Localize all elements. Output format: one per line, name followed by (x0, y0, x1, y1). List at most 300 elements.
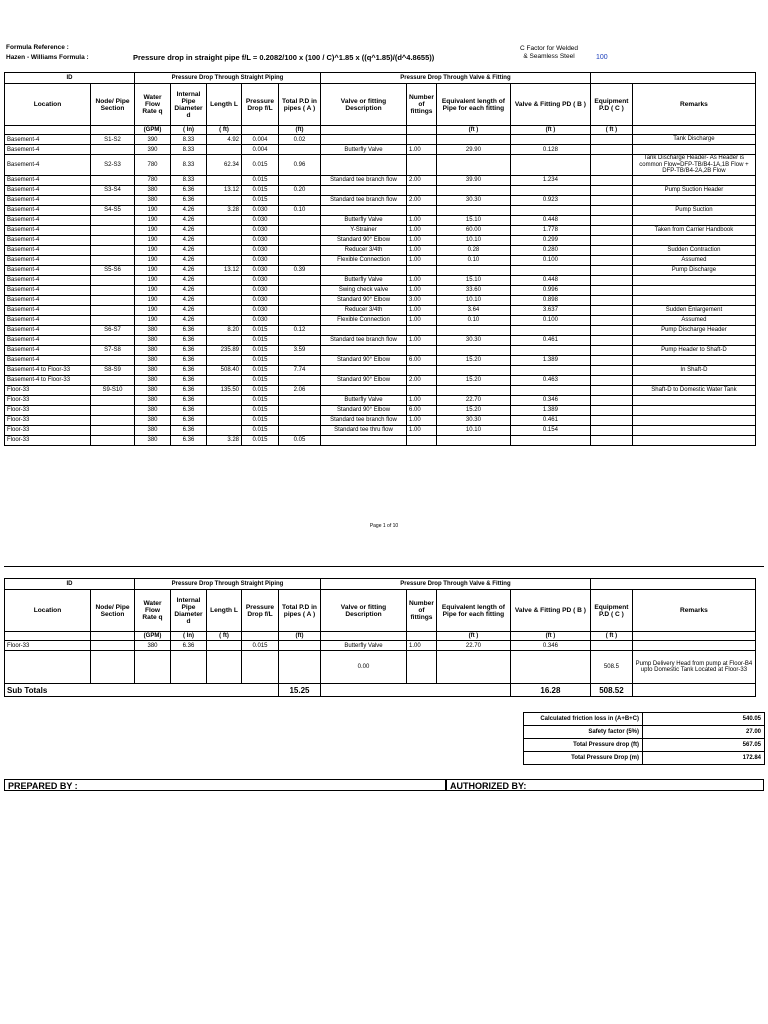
table-cell (279, 225, 321, 235)
table-cell (590, 375, 632, 385)
table-cell: Basement-4 (5, 305, 91, 315)
table-cell: Basement-4 (5, 195, 91, 205)
table-cell: 190 (135, 255, 171, 265)
unit-cell: ( ft) (207, 126, 242, 135)
table-cell: Pump Delivery Head from pump at Floor-B4 upto Domestic Tank Located at Floor-33 (632, 651, 755, 684)
table-cell: Floor-33 (5, 415, 91, 425)
table-cell: Basement-4 to Floor-33 (5, 365, 91, 375)
table-cell (207, 405, 242, 415)
table-cell: 1.00 (407, 315, 437, 325)
table-cell: 8.33 (171, 135, 207, 145)
table-cell (590, 135, 632, 145)
unit-cell: (GPM) (135, 632, 171, 641)
table-cell (510, 651, 590, 684)
table-cell: 6.36 (171, 355, 207, 365)
table-cell (632, 145, 755, 155)
table-cell: 0.12 (279, 325, 321, 335)
group-header-row (5, 73, 756, 84)
table-cell: 0.030 (242, 225, 279, 235)
table-cell (436, 435, 510, 445)
table-cell (279, 215, 321, 225)
unit-cell (407, 632, 437, 641)
table-row (5, 265, 756, 275)
table-cell: 0.030 (242, 285, 279, 295)
table-cell: 6.36 (171, 365, 207, 375)
remarks-header: Remarks (632, 590, 755, 632)
table-cell: 3.28 (207, 435, 242, 445)
table-cell: 1.00 (407, 415, 437, 425)
table-cell: 380 (135, 375, 171, 385)
table-cell: 0.346 (510, 395, 590, 405)
table-cell (590, 145, 632, 155)
table-cell: Pump Discharge Header (632, 325, 755, 335)
table-cell (590, 325, 632, 335)
table-cell (279, 415, 321, 425)
table-cell: Assumed (632, 315, 755, 325)
table-cell (590, 295, 632, 305)
table-cell: 1.00 (407, 285, 437, 295)
table-row (5, 385, 756, 395)
table-cell: 0.154 (510, 425, 590, 435)
table-cell: 6.36 (171, 405, 207, 415)
table-cell: 1.00 (407, 305, 437, 315)
table-cell: 135.50 (207, 385, 242, 395)
sub-total-c: 508.52 (590, 684, 632, 697)
table-cell: 1.00 (407, 225, 437, 235)
table-cell: 1.389 (510, 355, 590, 365)
table-cell: Basement-4 (5, 255, 91, 265)
calc-value: 540.05 (643, 713, 765, 726)
table-row (5, 641, 756, 651)
table-cell (279, 425, 321, 435)
table-row (5, 435, 756, 445)
c-factor-line-2: & Seamless Steel (523, 53, 575, 60)
table-cell: 15.20 (436, 405, 510, 415)
table-cell: S9-S10 (91, 385, 135, 395)
table-cell: Pump Suction (632, 205, 755, 215)
table-cell: 190 (135, 205, 171, 215)
table-cell (171, 651, 207, 684)
table-cell: 1.00 (407, 395, 437, 405)
node-header: Node/ Pipe Section (91, 590, 135, 632)
hazen-williams-label: Hazen - Williams Formula : (6, 54, 89, 61)
table-cell: 6.36 (171, 435, 207, 445)
table-cell: Basement-4 (5, 315, 91, 325)
table-cell (207, 145, 242, 155)
table-cell (436, 205, 510, 215)
table-cell (510, 155, 590, 176)
table-cell (91, 195, 135, 205)
table-cell (91, 435, 135, 445)
table-cell (207, 395, 242, 405)
table-cell: 1.00 (407, 275, 437, 285)
table-row (5, 425, 756, 435)
table-cell (91, 245, 135, 255)
table-cell (510, 345, 590, 355)
valve-pd-header: Valve & Fitting PD ( B ) (510, 84, 590, 126)
table-cell: 8.33 (171, 175, 207, 185)
table-cell (207, 245, 242, 255)
table-row (5, 185, 756, 195)
table-cell (436, 265, 510, 275)
table-cell: S8-S9 (91, 365, 135, 375)
table-cell (632, 285, 755, 295)
table-cell: 4.26 (171, 245, 207, 255)
table-cell: 30.30 (436, 415, 510, 425)
table-cell: 508.5 (590, 651, 632, 684)
table-cell: 0.030 (242, 305, 279, 315)
table-cell (590, 245, 632, 255)
table-cell (436, 185, 510, 195)
table-cell: 8.20 (207, 325, 242, 335)
table-cell: Floor-33 (5, 435, 91, 445)
table-cell (632, 435, 755, 445)
table-cell (590, 345, 632, 355)
table-row (5, 405, 756, 415)
table-cell: 190 (135, 275, 171, 285)
table-cell: 1.00 (407, 335, 437, 345)
blank-group-header (590, 579, 755, 590)
table-cell (590, 285, 632, 295)
table-row (5, 365, 756, 375)
table-cell: 1.234 (510, 175, 590, 185)
table-cell: 6.36 (171, 185, 207, 195)
table-cell (510, 325, 590, 335)
group-header-row (5, 579, 756, 590)
table-cell: 0.10 (279, 205, 321, 215)
flow-rate-header: Water Flow Rate q (135, 84, 171, 126)
table-cell (632, 335, 755, 345)
table-cell: 0.10 (436, 255, 510, 265)
id-group-header: ID (5, 73, 135, 84)
table-cell: 0.015 (242, 385, 279, 395)
table-cell (207, 425, 242, 435)
table-cell: 6.36 (171, 325, 207, 335)
table-cell: Basement-4 (5, 285, 91, 295)
table-row (5, 245, 756, 255)
table-cell: Standard tee branch flow (321, 335, 407, 345)
table-cell: 0.030 (242, 265, 279, 275)
table-row (5, 325, 756, 335)
table-cell: 0.461 (510, 335, 590, 345)
table-cell: 380 (135, 641, 171, 651)
table-row (5, 295, 756, 305)
table-cell (91, 175, 135, 185)
table-cell: Basement-4 (5, 175, 91, 185)
table-row (5, 255, 756, 265)
table-cell: 8.33 (171, 145, 207, 155)
friction-summary-table (523, 712, 765, 765)
table-cell: Basement-4 (5, 215, 91, 225)
table-cell (207, 641, 242, 651)
table-cell (279, 295, 321, 305)
table-cell: 15.20 (436, 375, 510, 385)
table-cell: Standard tee branch flow (321, 195, 407, 205)
table-cell: 4.26 (171, 285, 207, 295)
valve-description-header: Valve or fitting Description (321, 590, 407, 632)
table-row (5, 235, 756, 245)
table-cell: Basement-4 to Floor-33 (5, 375, 91, 385)
table-cell: Butterfly Valve (321, 215, 407, 225)
table-cell: In Shaft-D (632, 365, 755, 375)
table-cell: 3.64 (436, 305, 510, 315)
table-cell: Floor-33 (5, 405, 91, 415)
table-cell (279, 175, 321, 185)
table-cell (279, 235, 321, 245)
table-cell (632, 195, 755, 205)
table-cell: Basement-4 (5, 265, 91, 275)
number-of-fittings-header: Number of fittings (407, 590, 437, 632)
table-row (5, 375, 756, 385)
table-cell: 15.10 (436, 275, 510, 285)
table-cell (590, 155, 632, 176)
table-cell: 6.36 (171, 395, 207, 405)
table-cell (279, 145, 321, 155)
table-cell: 4.26 (171, 255, 207, 265)
table-cell: 6.36 (171, 345, 207, 355)
table-cell: 508.40 (207, 365, 242, 375)
table-cell: 380 (135, 195, 171, 205)
valve-pd-header: Valve & Fitting PD ( B ) (510, 590, 590, 632)
unit-cell (91, 126, 135, 135)
table-cell (632, 295, 755, 305)
table-cell: 190 (135, 305, 171, 315)
length-header: Length L (207, 84, 242, 126)
table-row (5, 345, 756, 355)
table-cell: S4-S5 (91, 205, 135, 215)
table-cell: 0.96 (279, 155, 321, 176)
unit-cell (242, 126, 279, 135)
table-cell (207, 375, 242, 385)
table-cell: 0.100 (510, 315, 590, 325)
table-cell (590, 355, 632, 365)
table-cell (207, 295, 242, 305)
table-cell: Taken from Carrier Handbook (632, 225, 755, 235)
table-cell: Floor-33 (5, 425, 91, 435)
table-cell (321, 345, 407, 355)
table-cell: Pump Suction Header (632, 185, 755, 195)
table-cell: 0.280 (510, 245, 590, 255)
table-cell (510, 385, 590, 395)
table-row (5, 305, 756, 315)
table-cell (207, 235, 242, 245)
table-cell (321, 155, 407, 176)
units-row (5, 632, 756, 641)
unit-cell: (ft ) (510, 126, 590, 135)
table-cell: 1.778 (510, 225, 590, 235)
table-cell (207, 315, 242, 325)
table-cell: 13.12 (207, 265, 242, 275)
table-cell: 0.128 (510, 145, 590, 155)
pressure-drop-table-page-2 (4, 578, 756, 697)
calc-row (524, 713, 765, 726)
table-cell (279, 405, 321, 415)
straight-piping-group-header: Pressure Drop Through Straight Piping (135, 73, 321, 84)
table-cell (207, 285, 242, 295)
table-row (5, 155, 756, 176)
table-cell: 3.00 (407, 295, 437, 305)
table-cell: Standard 90° Elbow (321, 405, 407, 415)
table-cell: 4.26 (171, 295, 207, 305)
table-cell: Basement-4 (5, 245, 91, 255)
unit-cell: (ft) (279, 632, 321, 641)
table-cell: 6.00 (407, 405, 437, 415)
table-cell: Tank Discharge Header- As Header is common Flow=DFP-TB/B4-1A,1B Flow + DFP-TB/B4-2A,2B Flow (632, 155, 755, 176)
table-cell (279, 395, 321, 405)
node-header: Node/ Pipe Section (91, 84, 135, 126)
table-cell (590, 305, 632, 315)
table-cell (590, 425, 632, 435)
table-cell (207, 215, 242, 225)
table-cell: 22.70 (436, 641, 510, 651)
table-cell (279, 195, 321, 205)
table-cell: Standard tee thru flow (321, 425, 407, 435)
calc-row (524, 726, 765, 739)
table-cell: 0.015 (242, 335, 279, 345)
table-row (5, 195, 756, 205)
table-cell: 0.030 (242, 215, 279, 225)
table-cell (407, 345, 437, 355)
table-cell: 60.00 (436, 225, 510, 235)
table-cell (510, 435, 590, 445)
table-cell (590, 435, 632, 445)
table-cell (590, 175, 632, 185)
table-cell: 0.39 (279, 265, 321, 275)
table-cell (321, 385, 407, 395)
table-cell (407, 325, 437, 335)
table-cell: Tank Discharge (632, 135, 755, 145)
table-cell: S6-S7 (91, 325, 135, 335)
blank-group-header (590, 73, 755, 84)
table-cell: 190 (135, 215, 171, 225)
table-cell: 380 (135, 435, 171, 445)
table-cell: 380 (135, 185, 171, 195)
table-cell (632, 425, 755, 435)
calc-row (524, 752, 765, 765)
table-cell (279, 305, 321, 315)
table-cell: S5-S6 (91, 265, 135, 275)
table-cell (632, 355, 755, 365)
table-cell (91, 215, 135, 225)
table-cell: Basement-4 (5, 145, 91, 155)
table-cell: Basement-4 (5, 235, 91, 245)
table-cell (632, 375, 755, 385)
sub-total-a: 15.25 (279, 684, 321, 697)
table-cell: 4.92 (207, 135, 242, 145)
table-cell: Basement-4 (5, 185, 91, 195)
table-cell: 4.26 (171, 305, 207, 315)
table-cell: 380 (135, 365, 171, 375)
table-cell (632, 641, 755, 651)
table-cell (407, 205, 437, 215)
table-cell: Standard 90° Elbow (321, 375, 407, 385)
table-cell (207, 175, 242, 185)
table-cell: 10.10 (436, 425, 510, 435)
table-cell: Flexible Connection (321, 315, 407, 325)
table-cell: Standard tee branch flow (321, 175, 407, 185)
table-row (5, 215, 756, 225)
table-cell (91, 295, 135, 305)
table-cell: 3.637 (510, 305, 590, 315)
table-cell: 0.015 (242, 435, 279, 445)
unit-cell (632, 632, 755, 641)
table-cell: 1.00 (407, 641, 437, 651)
equipment-pd-header: Equipment P.D ( C ) (590, 590, 632, 632)
calc-label: Total Pressure Drop (m) (524, 752, 643, 765)
table-cell: 4.26 (171, 205, 207, 215)
table-cell: 6.36 (171, 335, 207, 345)
table-cell (207, 335, 242, 345)
calc-label: Safety factor (5%) (524, 726, 643, 739)
equipment-pd-header: Equipment P.D ( C ) (590, 84, 632, 126)
table-cell (207, 355, 242, 365)
unit-cell (321, 632, 407, 641)
table-cell: S3-S4 (91, 185, 135, 195)
number-of-fittings-header: Number of fittings (407, 84, 437, 126)
table-cell (321, 205, 407, 215)
table-cell: 190 (135, 295, 171, 305)
table-cell (279, 285, 321, 295)
table-cell: 380 (135, 345, 171, 355)
table-cell (279, 315, 321, 325)
table-cell: 0.030 (242, 255, 279, 265)
table-cell (207, 651, 242, 684)
table-cell (510, 265, 590, 275)
length-header: Length L (207, 590, 242, 632)
valve-fitting-group-header: Pressure Drop Through Valve & Fitting (321, 73, 591, 84)
table-cell: 33.60 (436, 285, 510, 295)
table-cell: 29.90 (436, 145, 510, 155)
calc-row (524, 739, 765, 752)
table-cell: 0.346 (510, 641, 590, 651)
flow-rate-header: Water Flow Rate q (135, 590, 171, 632)
unit-cell: (ft ) (436, 632, 510, 641)
table-cell: 1.389 (510, 405, 590, 415)
table-row (5, 415, 756, 425)
table-cell (510, 365, 590, 375)
unit-cell (242, 632, 279, 641)
calc-value: 172.84 (643, 752, 765, 765)
table-cell: Basement-4 (5, 205, 91, 215)
table-cell: 0.030 (242, 205, 279, 215)
table-cell: 0.015 (242, 641, 279, 651)
table-cell (632, 215, 755, 225)
table-cell: Basement-4 (5, 135, 91, 145)
unit-cell: ( In) (171, 632, 207, 641)
table-cell: 0.015 (242, 325, 279, 335)
table-cell (436, 345, 510, 355)
c-factor-label (520, 45, 578, 61)
table-cell (207, 195, 242, 205)
table-cell: Pump Header to Shaft-D (632, 345, 755, 355)
table-cell: Standard 90° Elbow (321, 355, 407, 365)
table-cell: 15.10 (436, 215, 510, 225)
diameter-header: Internal Pipe Diameter d (171, 84, 207, 126)
table-cell: 0.20 (279, 185, 321, 195)
total-pd-header: Total P.D in pipes ( A ) (279, 590, 321, 632)
table-cell: 30.30 (436, 335, 510, 345)
table-cell: Assumed (632, 255, 755, 265)
table-cell: 0.448 (510, 215, 590, 225)
table-cell: 10.10 (436, 295, 510, 305)
table-cell (207, 305, 242, 315)
table-cell: 3.28 (207, 205, 242, 215)
table-row (5, 135, 756, 145)
valve-description-header: Valve or fitting Description (321, 84, 407, 126)
table-cell (590, 205, 632, 215)
table-cell (279, 355, 321, 365)
table-row (5, 335, 756, 345)
